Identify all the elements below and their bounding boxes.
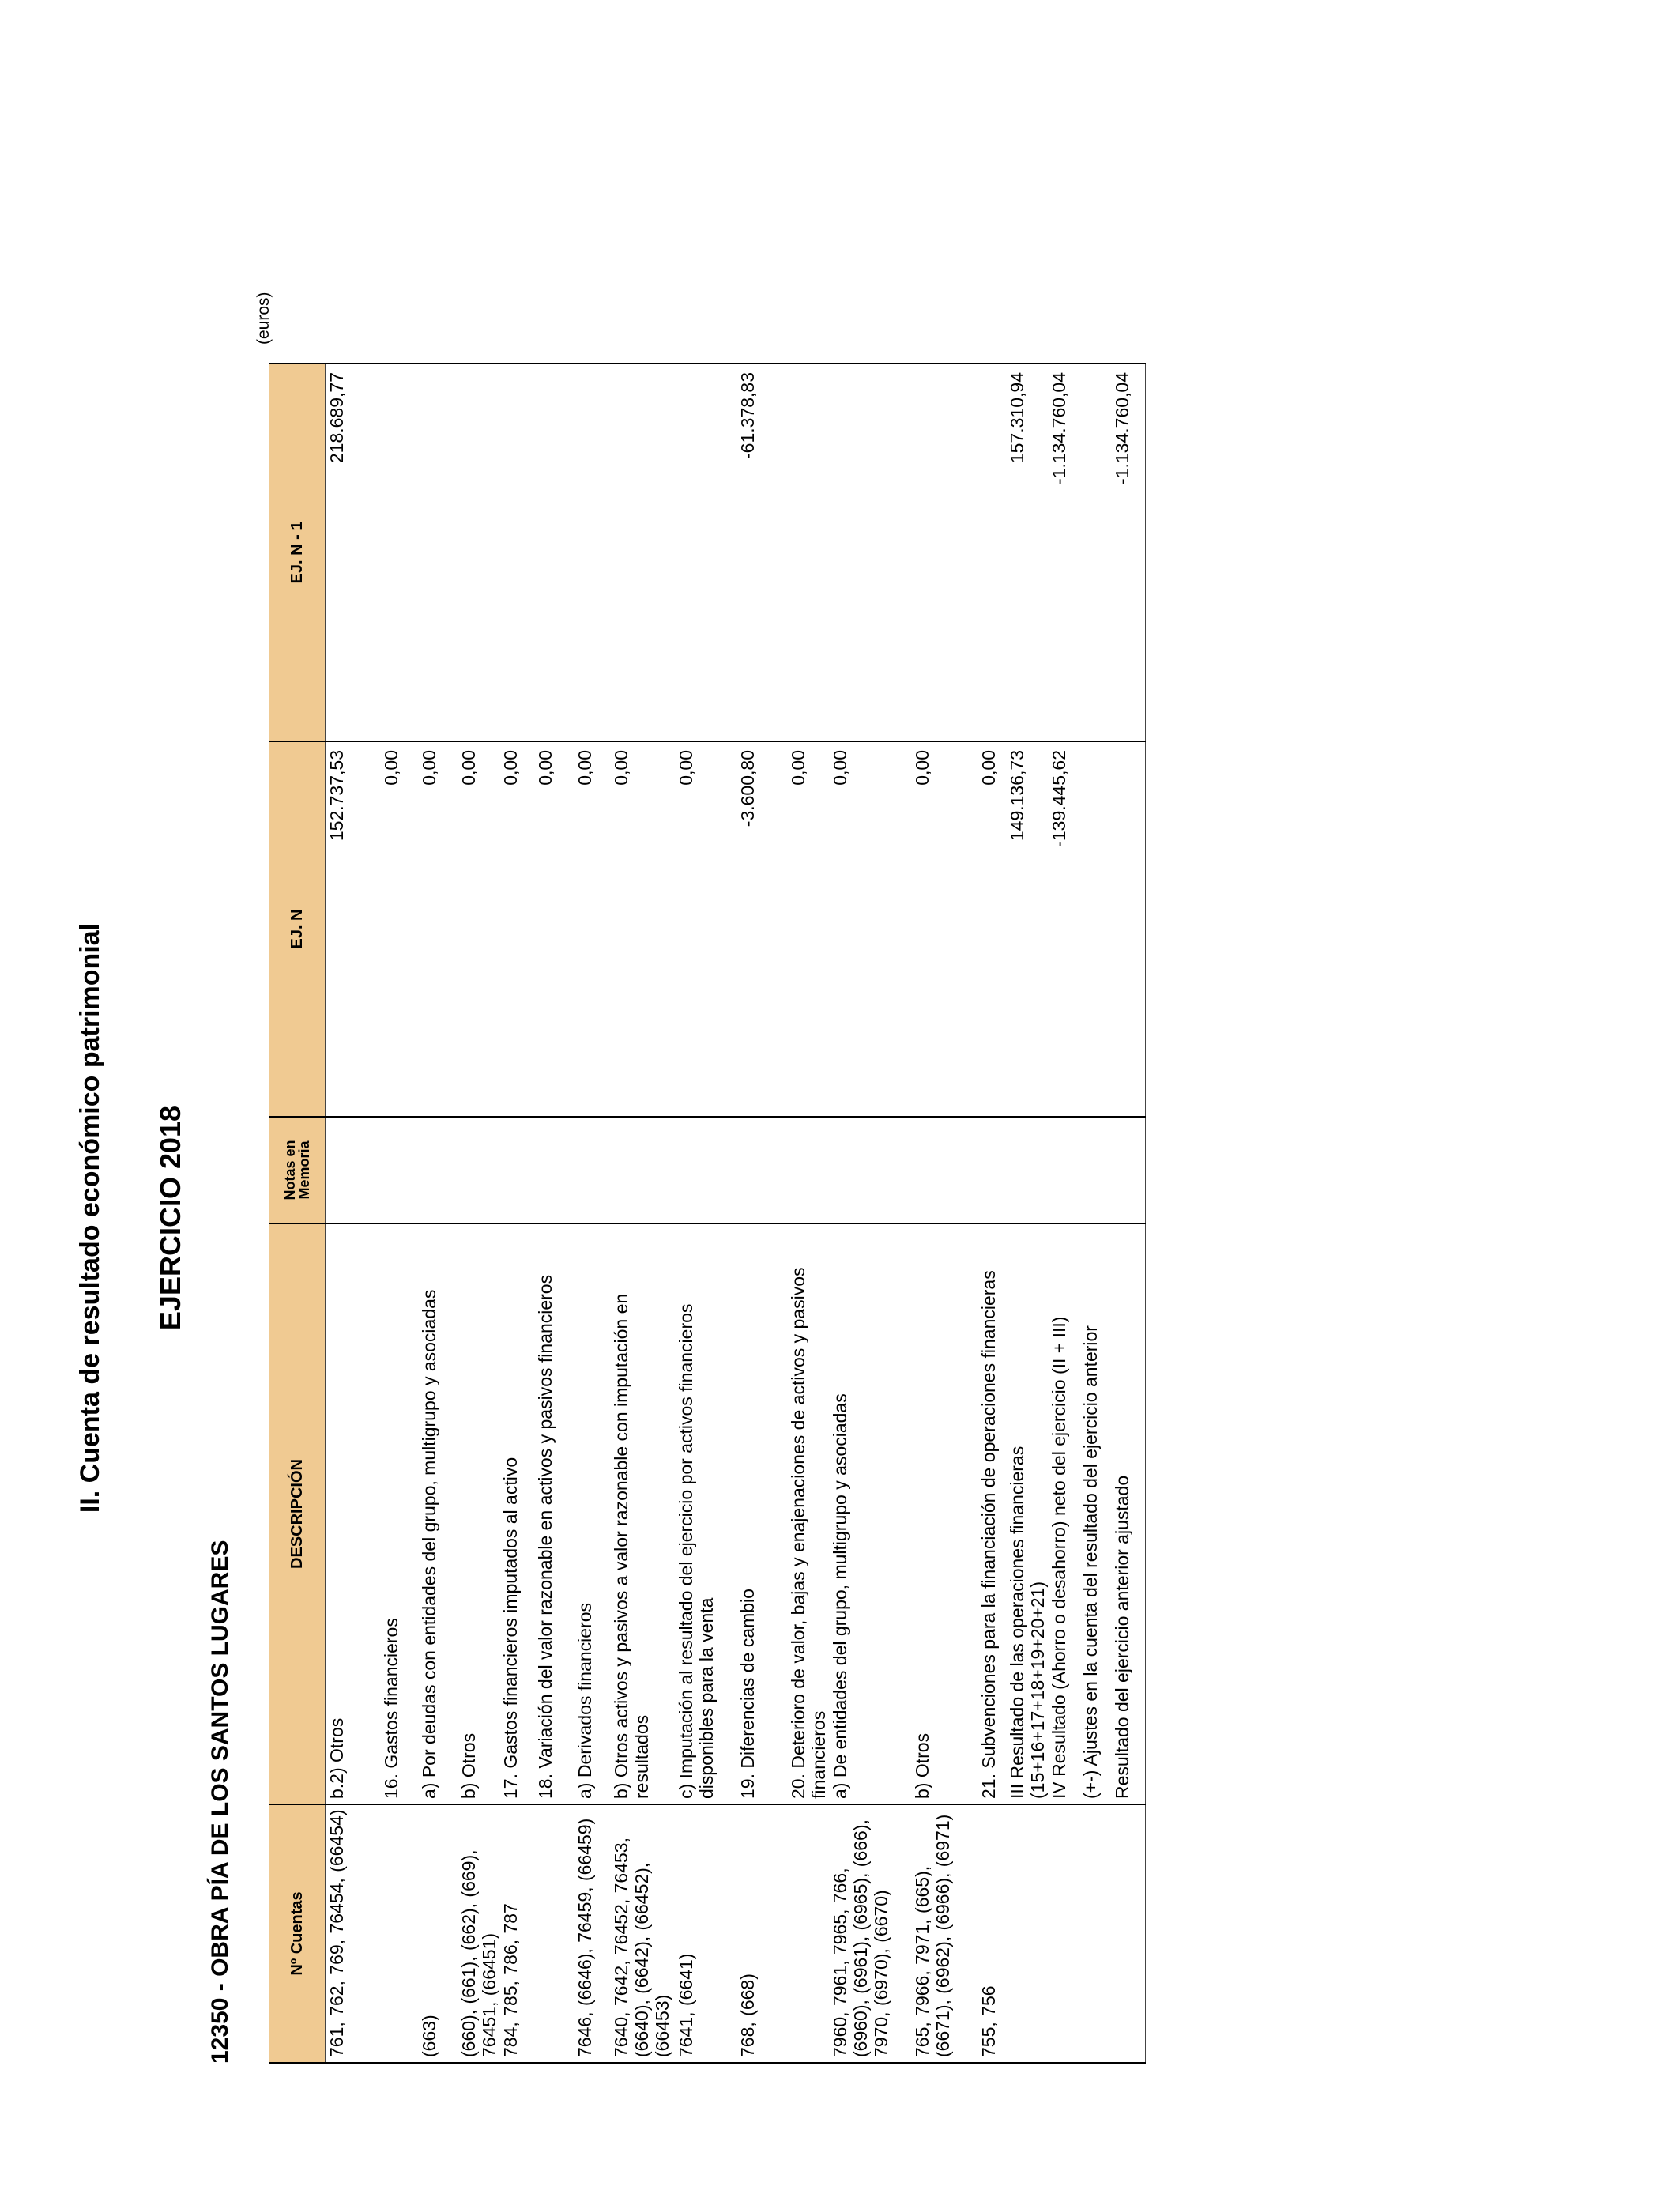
ej-n1-value-cell [534, 364, 574, 741]
ej-n-value-cell: 0,00 [610, 741, 675, 1117]
account-codes-cell [1006, 1804, 1048, 2063]
table-row [1006, 364, 1048, 2063]
ej-n-value-cell: 149.136,73 [1006, 741, 1048, 1117]
account-codes-cell: 765, 7966, 7971, (665), (6671), (6962), (6966), (6971) [911, 1804, 977, 2063]
notes-cell [499, 1117, 534, 1223]
ej-n1-value-cell: -1.134.760,04 [1048, 364, 1079, 741]
notes-cell [787, 1117, 829, 1223]
ej-n-value-cell: 0,00 [458, 741, 499, 1117]
units-label: (euros) [254, 292, 273, 345]
notes-cell [610, 1117, 675, 1223]
ej-n1-value-cell [1079, 364, 1111, 741]
table-body [326, 364, 1146, 2063]
ej-n1-value-cell [574, 364, 610, 741]
ej-n-value-cell: -139.445,62 [1048, 741, 1079, 1117]
ej-n1-value-cell [610, 364, 675, 741]
ej-n-value-cell: 0,00 [380, 741, 418, 1117]
ej-n-value-cell: -3.600,80 [736, 741, 787, 1117]
description-cell: b.2) Otros [326, 1223, 380, 1804]
notes-cell [911, 1117, 977, 1223]
description-cell: 16. Gastos financieros [380, 1223, 418, 1804]
notes-cell [380, 1117, 418, 1223]
table-row [911, 364, 977, 2063]
page-title: II. Cuenta de resultado económico patrimonial [75, 922, 105, 1514]
description-cell: 17. Gastos financieros imputados al activo [499, 1223, 534, 1804]
ej-n1-value-cell: 157.310,94 [1006, 364, 1048, 741]
account-codes-cell [534, 1804, 574, 2063]
notes-cell [574, 1117, 610, 1223]
notes-cell [1048, 1117, 1079, 1223]
account-codes-cell: 7960, 7961, 7965, 766, (6960), (6961), (6965), (666), 7970, (6970), (6670) [829, 1804, 911, 2063]
ej-n1-value-cell [458, 364, 499, 741]
table-row [326, 364, 380, 2063]
table-row [1079, 364, 1111, 2063]
ej-n1-value-cell: -1.134.760,04 [1111, 364, 1146, 741]
account-codes-cell: 755, 756 [977, 1804, 1006, 2063]
notes-cell [736, 1117, 787, 1223]
table-row [534, 364, 574, 2063]
entity-name: 12350 - OBRA PÍA DE LOS SANTOS LUGARES [207, 1540, 233, 2064]
ej-n1-value-cell: -61.378,83 [736, 364, 787, 741]
description-cell: 20. Deterioro de valor, bajas y enajenaciones de activos y pasivos financieros [787, 1223, 829, 1804]
ej-n1-value-cell [787, 364, 829, 741]
account-codes-cell [1079, 1804, 1111, 2063]
header-accounts: Nº Cuentas [269, 1804, 326, 2063]
notes-cell [534, 1117, 574, 1223]
ej-n1-value-cell [977, 364, 1006, 741]
ej-n1-value-cell [418, 364, 458, 741]
ej-n-value-cell: 0,00 [787, 741, 829, 1117]
notes-cell [977, 1117, 1006, 1223]
ej-n1-value-cell [675, 364, 736, 741]
header-notes: Notas en Memoria [269, 1117, 326, 1223]
ej-n1-value-cell: 218.689,77 [326, 364, 380, 741]
description-cell: IV Resultado (Ahorro o desahorro) neto del ejercicio (II + III) [1048, 1223, 1079, 1804]
header-ej-n1: EJ. N - 1 [269, 364, 326, 741]
ej-n-value-cell [1079, 741, 1111, 1117]
notes-cell [1006, 1117, 1048, 1223]
notes-cell [1079, 1117, 1111, 1223]
description-cell: a) Derivados financieros [574, 1223, 610, 1804]
description-cell: 21. Subvenciones para la financiación de operaciones financieras [977, 1223, 1006, 1804]
ej-n-value-cell: 152.737,53 [326, 741, 380, 1117]
account-codes-cell: 768, (668) [736, 1804, 787, 2063]
table-row [1048, 364, 1079, 2063]
exercise-title: EJERCICIO 2018 [154, 1105, 186, 1331]
report-page [0, 242, 1185, 2194]
description-cell: b) Otros activos y pasivos a valor razonable con imputación en resultados [610, 1223, 675, 1804]
account-codes-cell [1111, 1804, 1146, 2063]
account-codes-cell: 761, 762, 769, 76454, (66454) [326, 1804, 380, 2063]
table-row [458, 364, 499, 2063]
header-description: DESCRIPCIÓN [269, 1223, 326, 1804]
description-cell: b) Otros [458, 1223, 499, 1804]
account-codes-cell [787, 1804, 829, 2063]
ej-n-value-cell [1111, 741, 1146, 1117]
ej-n1-value-cell [829, 364, 911, 741]
description-cell: a) De entidades del grupo, multigrupo y asociadas [829, 1223, 911, 1804]
table-row [380, 364, 418, 2063]
ej-n1-value-cell [380, 364, 418, 741]
ej-n-value-cell: 0,00 [675, 741, 736, 1117]
description-cell: 18. Variación del valor razonable en activos y pasivos financieros [534, 1223, 574, 1804]
account-codes-cell: (660), (661), (662), (669), 76451, (66451) [458, 1804, 499, 2063]
table-row [1111, 364, 1146, 2063]
description-cell: 19. Diferencias de cambio [736, 1223, 787, 1804]
account-codes-cell [380, 1804, 418, 2063]
table-row [610, 364, 675, 2063]
ej-n1-value-cell [911, 364, 977, 741]
ej-n-value-cell: 0,00 [499, 741, 534, 1117]
description-cell: c) Imputación al resultado del ejercicio por activos financieros disponibles para la venta [675, 1223, 736, 1804]
description-cell: (+-) Ajustes en la cuenta del resultado del ejercicio anterior [1079, 1223, 1111, 1804]
table-row [736, 364, 787, 2063]
description-cell: a) Por deudas con entidades del grupo, multigrupo y asociadas [418, 1223, 458, 1804]
ej-n-value-cell: 0,00 [418, 741, 458, 1117]
notes-cell [326, 1117, 380, 1223]
ej-n1-value-cell [499, 364, 534, 741]
description-cell: Resultado del ejercicio anterior ajustado [1111, 1223, 1146, 1804]
table-row [499, 364, 534, 2063]
ej-n-value-cell: 0,00 [829, 741, 911, 1117]
notes-cell [458, 1117, 499, 1223]
notes-cell [829, 1117, 911, 1223]
notes-cell [1111, 1117, 1146, 1223]
ej-n-value-cell: 0,00 [977, 741, 1006, 1117]
account-codes-cell [1048, 1804, 1079, 2063]
account-codes-cell: (663) [418, 1804, 458, 2063]
table-row [977, 364, 1006, 2063]
account-codes-cell: 7641, (6641) [675, 1804, 736, 2063]
description-cell: III Resultado de las operaciones financieras (15+16+17+18+19+20+21) [1006, 1223, 1048, 1804]
account-codes-cell: 784, 785, 786, 787 [499, 1804, 534, 2063]
table-row [829, 364, 911, 2063]
account-codes-cell: 7646, (6646), 76459, (66459) [574, 1804, 610, 2063]
description-cell: b) Otros [911, 1223, 977, 1804]
table-row [675, 364, 736, 2063]
table-row [418, 364, 458, 2063]
result-table [269, 363, 1146, 2064]
table-header-row [269, 364, 326, 2063]
ej-n-value-cell: 0,00 [574, 741, 610, 1117]
account-codes-cell: 7640, 7642, 76452, 76453, (6640), (6642), (66452), (66453) [610, 1804, 675, 2063]
ej-n-value-cell: 0,00 [911, 741, 977, 1117]
table-row [574, 364, 610, 2063]
header-ej-n: EJ. N [269, 741, 326, 1117]
table-row [787, 364, 829, 2063]
ej-n-value-cell: 0,00 [534, 741, 574, 1117]
notes-cell [418, 1117, 458, 1223]
notes-cell [675, 1117, 736, 1223]
